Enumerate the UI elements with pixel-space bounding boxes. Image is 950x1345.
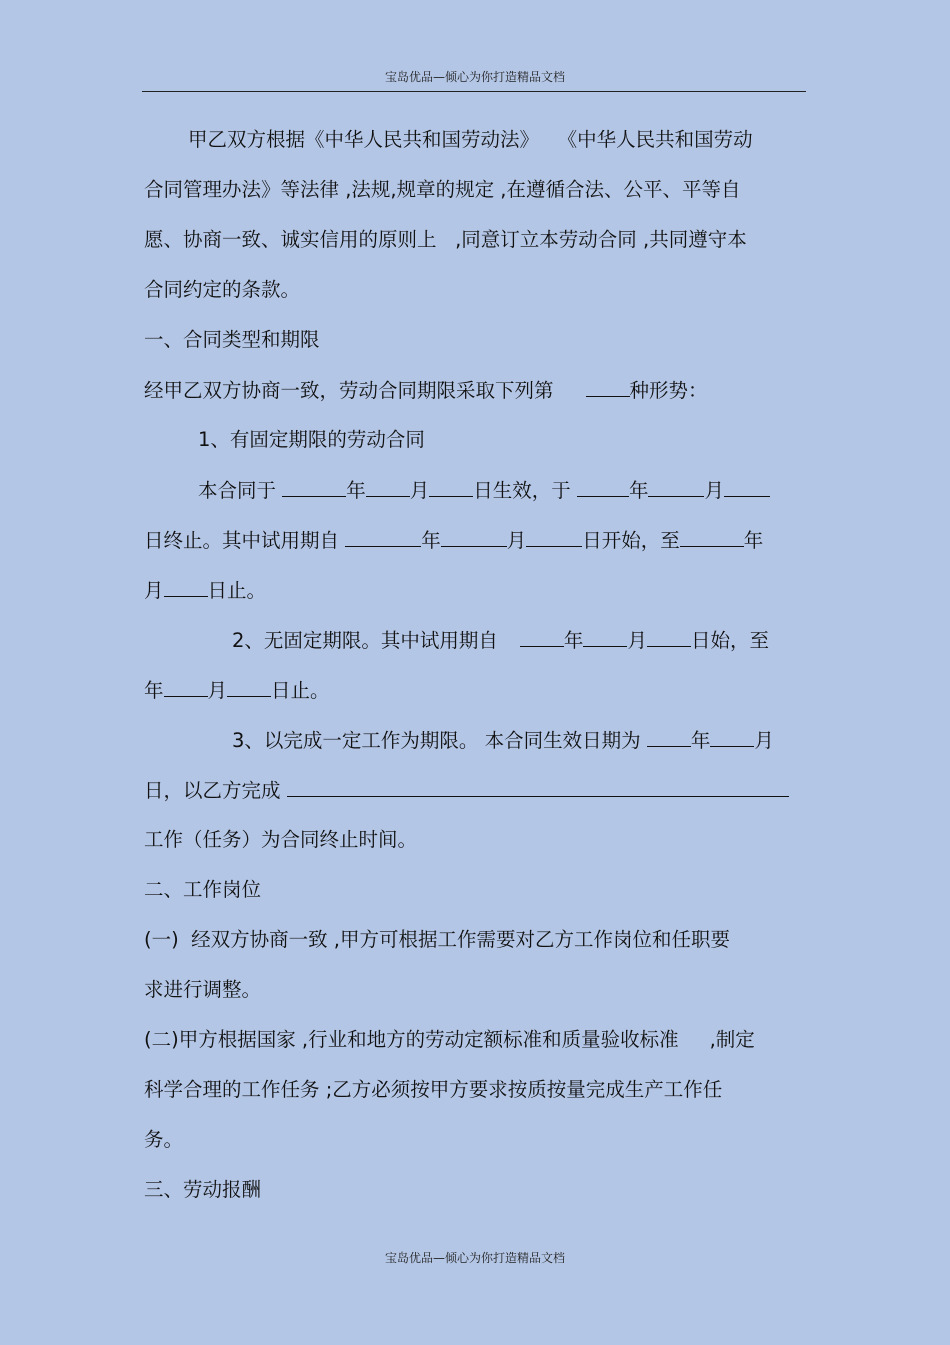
section2-para2-line1: (二)甲方根据国家 ,行业和地方的劳动定额标准和质量验收标准 ,制定 bbox=[144, 1028, 755, 1051]
blank-trial-end-year[interactable] bbox=[680, 528, 744, 547]
month-label: 月 bbox=[704, 479, 724, 502]
blank-end-day[interactable] bbox=[724, 478, 770, 497]
year-label: 年 bbox=[743, 529, 764, 552]
year-label: 年 bbox=[563, 629, 584, 652]
section3-title: 三、劳动报酬 bbox=[144, 1178, 262, 1201]
blank-end-month[interactable] bbox=[648, 478, 704, 497]
page-footer: 宝岛优品—倾心为你打造精品文档 bbox=[384, 1251, 565, 1265]
para1-line2: 合同管理办法》等法律 ,法规,规章的规定 ,在遵循合法、公平、平等自 bbox=[144, 178, 741, 201]
month-label: 月 bbox=[754, 729, 774, 752]
month-label: 月 bbox=[409, 479, 430, 502]
year-label: 年 bbox=[346, 479, 366, 502]
item3-line1 bbox=[232, 728, 774, 753]
year-label: 年 bbox=[690, 729, 711, 752]
item3-line3: 工作（任务）为合同终止时间。 bbox=[144, 828, 418, 851]
para1-line3: 愿、协商一致、诚实信用的原则上 ,同意订立本劳动合同 ,共同遵守本 bbox=[144, 228, 747, 251]
blank-item2-year[interactable] bbox=[520, 628, 564, 647]
para1-line4: 合同约定的条款。 bbox=[144, 278, 301, 301]
blank-item2-month[interactable] bbox=[583, 628, 627, 647]
year-label: 年 bbox=[421, 529, 441, 552]
item1-line2 bbox=[144, 528, 763, 553]
blank-trial-start-year[interactable] bbox=[345, 528, 421, 547]
section1-para1-text-a: 经甲乙双方协商一致，劳动合同期限采取下列第 bbox=[144, 379, 554, 402]
item1-line2-text: 日终止。其中试用期自 bbox=[144, 529, 340, 552]
header-rule bbox=[142, 91, 806, 92]
section2-para1-line2: 求进行调整。 bbox=[144, 978, 262, 1001]
day-start-label: 日开始，至 bbox=[582, 529, 680, 552]
blank-item3-year[interactable] bbox=[647, 728, 691, 747]
blank-end-year[interactable] bbox=[577, 478, 629, 497]
blank-item2-day[interactable] bbox=[647, 628, 691, 647]
blank-trial-end-month[interactable] bbox=[164, 578, 208, 597]
blank-item3-month[interactable] bbox=[710, 728, 754, 747]
item2-line2 bbox=[144, 678, 330, 703]
item3-line2 bbox=[144, 778, 789, 803]
section2-para2-line2: 科学合理的工作任务 ;乙方必须按甲方要求按质按量完成生产工作任 bbox=[144, 1078, 723, 1101]
section2-para2-line3: 务。 bbox=[144, 1128, 184, 1151]
item2-line1-text: 2、无固定期限。其中试用期自 bbox=[232, 629, 498, 652]
blank-task-description[interactable] bbox=[287, 778, 789, 797]
item2-line1 bbox=[232, 628, 769, 653]
item1-line3 bbox=[144, 578, 266, 603]
section2-para1-line1: (一) 经双方协商一致 ,甲方可根据工作需要对乙方工作岗位和任职要 bbox=[144, 928, 731, 951]
item3-line2-text: 日，以乙方完成 bbox=[144, 779, 281, 802]
blank-trial-start-day[interactable] bbox=[526, 528, 582, 547]
item1-title: 1、有固定期限的劳动合同 bbox=[198, 428, 425, 451]
blank-start-day[interactable] bbox=[429, 478, 473, 497]
section1-title: 一、合同类型和期限 bbox=[144, 328, 320, 351]
item3-line1-text: 3、以完成一定工作为期限。 本合同生效日期为 bbox=[232, 729, 641, 752]
day-begin-label: 日始，至 bbox=[690, 629, 769, 652]
day-effective-label: 日生效，于 bbox=[473, 479, 571, 502]
item1-line1 bbox=[198, 478, 770, 503]
page-header: 宝岛优品—倾心为你打造精品文档 bbox=[384, 70, 565, 84]
blank-start-month[interactable] bbox=[366, 478, 410, 497]
blank-form-number[interactable] bbox=[586, 378, 630, 397]
month-label: 月 bbox=[627, 629, 647, 652]
section1-para1 bbox=[144, 378, 708, 403]
section2-title: 二、工作岗位 bbox=[144, 878, 262, 901]
section1-para1-text-b: 种形势： bbox=[629, 379, 708, 402]
month-label: 月 bbox=[207, 679, 228, 702]
month-label: 月 bbox=[506, 529, 527, 552]
day-end-label: 日止。 bbox=[271, 679, 330, 702]
item1-line1-text: 本合同于 bbox=[198, 479, 277, 502]
blank-item2-end-year[interactable] bbox=[164, 678, 208, 697]
para1-line1: 甲乙双方根据《中华人民共和国劳动法》 《中华人民共和国劳动 bbox=[188, 128, 753, 151]
day-end-label: 日止。 bbox=[207, 579, 267, 602]
blank-item2-end-month[interactable] bbox=[227, 678, 271, 697]
blank-trial-start-month[interactable] bbox=[441, 528, 507, 547]
month-label: 月 bbox=[144, 579, 164, 602]
blank-start-year[interactable] bbox=[282, 478, 346, 497]
year-label: 年 bbox=[144, 679, 164, 702]
year-label: 年 bbox=[628, 479, 649, 502]
